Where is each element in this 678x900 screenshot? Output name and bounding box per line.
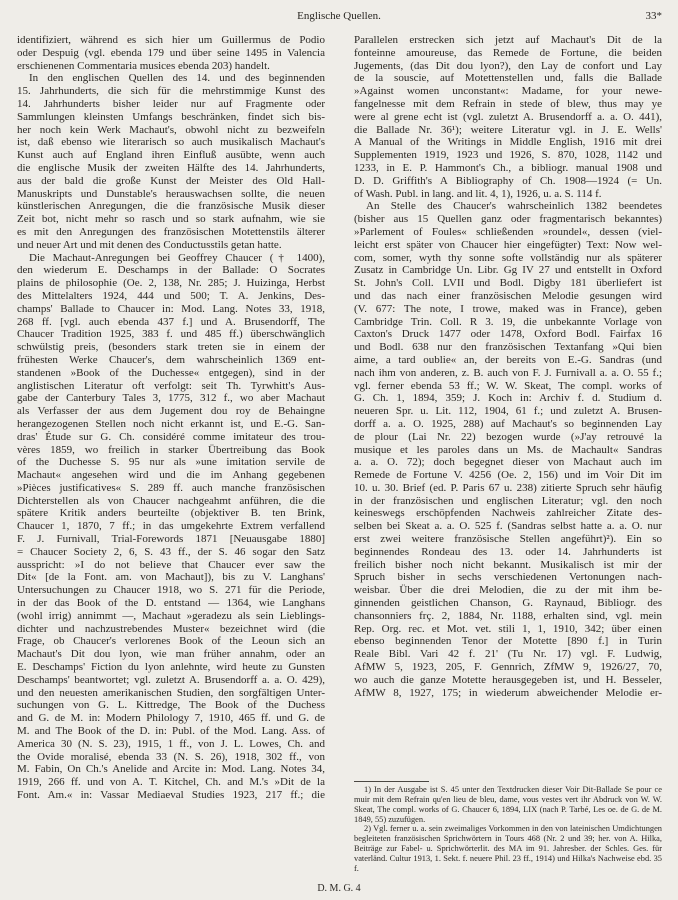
text-line: 14. Jahrhunderts bisher leider nur auf Fragmente oder: [17, 97, 325, 110]
text-line: »Pièces justificatives« S. 289 ff. auch manche französischen: [17, 481, 325, 494]
footnote-1: [354, 785, 662, 825]
text-line: 1919, 266 ff. und von A. T. Kitchel, Ch. and M.'s »Dit de la: [17, 776, 325, 789]
text-line: (V. 677: The note, I trowe, maked was in France), geben: [354, 302, 662, 315]
text-line: dras' Étude sur G. Ch. considéré comme imitateur des trou-: [17, 430, 325, 443]
text-line: wo auch die ganze Motette herausgegeben ist, und H. Besseler,: [354, 673, 662, 686]
text-line: Jugements, (das Dit dou lyon?), den Lay de confort und Lay: [354, 59, 662, 72]
text-line: fonteinne amoureuse, das Remede de Fortune, die beiden: [354, 46, 662, 59]
text-line: »Against women unconstant«: Madame, for your newe-: [354, 85, 662, 98]
text-line: künstlerischen Anregungen, die die französische Musik dieser: [17, 200, 325, 213]
text-line: beginnendes Rondeau des 13. oder 14. Jahrhunderts ist: [354, 545, 662, 558]
text-line: her noch kein Werk Machaut's, obwohl nicht zu bezweifeln: [17, 123, 325, 136]
left-column: [17, 34, 325, 802]
text-line: den wiederum E. Deschamps in der Ballade: O Socrates: [17, 264, 325, 277]
text-line: oder Despuig (vgl. ebenda 179 und über seine 1495 in Valencia: [17, 46, 325, 59]
text-line: erst zwei weitere französische Stellen angeführt)²). Ein so: [354, 533, 662, 546]
text-line: in der das Book of the D. entstand — 1364, wie Langhans: [17, 597, 325, 610]
text-line: fangelnesse mit dem Refrain in stede of blew, thus may ye: [354, 97, 662, 110]
text-line: plains de philosophie (Oe. 2, 138, Nr. 285; J. Huizinga, Herbst: [17, 277, 325, 290]
text-line: keineswegs erschöpfenden Nachweis zahlreicher Zitate des-: [354, 507, 662, 520]
text-line: anglistischen Literatur oft verfolgt: seit Th. Tyrwhitt's Aus-: [17, 379, 325, 392]
text-line: Reale Bibl. Vari 42 f. 21' (Tu Nr. 17) vgl. F. Ludwig,: [354, 648, 662, 661]
text-line: Dit« [de la Font. am. von Machaut]), bis zu V. Langhans': [17, 571, 325, 584]
page-number: 33*: [645, 10, 662, 22]
text-line: 268 ff. [vgl. auch ebenda 437 f.] und A. Brusendorff, The: [17, 315, 325, 328]
sheet-signature: D. M. G. 4: [317, 883, 361, 894]
text-line: (bisher aus 15 Quellen ganz oder fragmentarisch bekanntes): [354, 213, 662, 226]
text-line: frühesten Werke Chaucer's, dem wahrscheinlich 1369 ent-: [17, 353, 325, 366]
text-line: An Stelle des Chaucer's wahrscheinlich 1382 beendetes: [366, 200, 662, 213]
text-line: selben bei Skeat a. a. O. 525 f. (Sandras selbst hatte a. a. O. nur: [354, 520, 662, 533]
text-line: Cambridge Trin. Coll. R 3. 19, die unbekannte Vorlage von: [354, 315, 662, 328]
text-line: Dichterstellen als von Chaucer nachgeahmt anführen, die die: [17, 494, 325, 507]
text-line: A Manual of the Writings in Middle English, 1916 mit drei: [354, 136, 662, 149]
text-line: ebenso beginnenden Tenor der Motette [890 f.] in Turin: [354, 635, 662, 648]
text-line: herangezogenen Stellen noch nicht erkannt ist, und E.-G. San-: [17, 417, 325, 430]
text-line: vères 1859, wo freilich in starker Übertreibung das Book: [17, 443, 325, 456]
text-line: were al grene echt ist (vgl. zuletzt A. Brusendorff a. a. O. 441),: [354, 110, 662, 123]
text-line: G. Ch. 1, 1894, 359; J. Koch in: Archiv f. d. Studium d.: [354, 392, 662, 405]
footnote-2: [354, 824, 662, 874]
text-line: ginnenden geistlichen Chanson, G. Raynaud, Bibliogr. des: [354, 597, 662, 610]
text-line: suchungen von G. L. Kittredge, The Book of the Duchess: [17, 699, 325, 712]
text-line: schwülstig preis, (besonders stark treten sie in einem der: [17, 341, 325, 354]
text-line: die englische Musik der zweiten Hälfte des 14. Jahrhunderts,: [17, 161, 325, 174]
text-line: des Mittelalters 1924, 444 und 500; T. A. Jenkins, Des-: [17, 289, 325, 302]
text-line: F. J. Furnivall, Trial-Forewords 1871 [Neuausgabe 1880]: [17, 533, 325, 546]
text-line: Parallelen erstrecken sich jetzt auf Machaut's Dit de la: [354, 34, 662, 46]
text-line: In den englischen Quellen des 14. und des beginnenden: [29, 72, 325, 85]
text-line: aus der bald die große Kunst der Meister des Old Hall-: [17, 174, 325, 187]
footnote-2-text: 2) Vgl. ferner u. a. sein zweimaliges Vorkommen in den von lateinischen Umdichtungen begleiteten französischen Sprichwörtern in Tours 468 (Nr. 2 und 39; her. von A. Hilka, Beiträge zur Fabel- u. Sprichwörterlit. des MA im 91. Jahresber. der Schles. Ges. für vaterländ. Cultur 1913, 1. Sekt. f. neuere Phil. 23 ff., 1914) und Hilka's Nachweise ebd. 35 f.: [354, 824, 662, 873]
text-line: standenen »Book of the Duchesse« entgegen), sind in der: [17, 366, 325, 379]
text-line: 1233, in E. P. Hammont's Ch., a bibliogr. manual 1908 und: [354, 161, 662, 174]
text-line: Manuskripts und Dunstable's herauswachsen sollte, die neuen: [17, 187, 325, 200]
text-line: Chaucer Tradition 1925, 383 f. und 485 ff.) überschwänglich: [17, 328, 325, 341]
text-line: Machaut« angesehen wird und die im Anhang gegebenen: [17, 469, 325, 482]
text-line: erschienenen Commentaria musices ebenda 203) handelt.: [17, 59, 270, 72]
text-line: a. a. O. 72); doch begegnet dieser von Machaut auch im: [354, 456, 662, 469]
text-line: E. Deschamps' Fiction du lyon anlehnte, wird heute zu Gunsten: [17, 661, 325, 674]
text-line: Remede de Fortune V. 4256 (Oe. 2, 156) und im Voir Dit im: [354, 469, 662, 482]
text-line: of the Duchesse S. 95 nur als »une imitation servile de: [17, 456, 325, 469]
text-line: Font. Am.« in: Vassar Mediaeval Studies 1923, 217 ff.; die: [17, 789, 325, 802]
text-line: M. and The Book of the D. in: Publ. of the Mod. Lang. Ass. of: [17, 725, 325, 738]
text-line: St. John's Coll. LVII und Bodl. Digby 181 überliefert ist: [354, 277, 662, 290]
text-line: aime, a tard oublie« an, der bereits von E.-G. Sandras (und: [354, 353, 662, 366]
text-line: AfMW 8, 1927, 175; in wiederum abweichender Melodie er-: [354, 686, 662, 699]
text-line: neueren Spr. u. Lit. 112, 1904, 61 f.; und zuletzt A. Brusen-: [354, 405, 662, 418]
text-line: Frage, ob Chaucer's verlorenes Book of the Leoun sich an: [17, 635, 325, 648]
text-line: of Wash. Publ. in lang. and lit. 4, 1), 1926, u. a. S. 114 f.: [354, 187, 602, 200]
text-line: Supplementen 1919, 1923 und 1926, S. 870, 1028, 1142 und: [354, 149, 662, 162]
text-line: Die Machaut-Anregungen bei Geoffrey Chaucer († 1400),: [29, 251, 325, 264]
text-line: Untersuchungen zu Chaucer 1918, wo S. 271 für die Periode,: [17, 584, 325, 597]
text-line: = Chaucer Society 2, 6, S. 43 ff., der S. 46 sogar den Satz: [17, 545, 325, 558]
text-line: Kunst auch auf England ihren Einfluß ausübte, wenn auch: [17, 149, 325, 162]
text-line: ist, daß ebenso wie literarisch so auch musikalisch Machaut's: [17, 136, 325, 149]
text-line: und das nach einer französischen Melodie gesungen wird: [354, 289, 662, 302]
text-line: D. D. Griffith's A Bibliography of Ch. 1908—1924 (= Un.: [354, 174, 662, 187]
text-line: weisbar. Über die drei Melodien, die zu der mit ihm be-: [354, 584, 662, 597]
footnote-1-text: 1) In der Ausgabe ist S. 45 unter den Textdrucken dieser Voir Dit-Ballade Se pour ce muir mit dem Refrain qu'en lieu de bleu, dame, vous vestes vert ihr Abdruck von W. W. Skeat, The compl. works of G. Chaucer 6, 1894, LIX (nach P. Tarbé, Les oe. de G. de M. 1849, 55) zuzufügen.: [354, 785, 662, 824]
text-line: Chaucer 1, 1870, 7 ff.; in das umgekehrte Extrem verfallend: [17, 520, 325, 533]
text-line: in der französischen und englischen Literatur; vgl. den noch: [354, 494, 662, 507]
text-line: AfMW 5, 1923, 205, F. Gennrich, ZfMW 9, 1926/27, 70,: [354, 661, 662, 674]
text-line: Sammlungen kleinsten Umfangs beschränken, findet sich bis-: [17, 110, 325, 123]
text-line: 15. Jahrhunderts, die sich für die mehrstimmige Kunst des: [17, 85, 325, 98]
text-line: nach ihm von anderen, z. B. auch von F. J. Furnivall a. a. O. 55 f.;: [354, 366, 662, 379]
text-line: gabe der Canterbury Tales 3, 1775, 312 f., wo aber Machaut: [17, 392, 325, 405]
text-line: Rep. Org. rec. et Mot. vet. stili 1, 1, 1910, 342; über einen: [354, 622, 662, 635]
text-line: com, somer, wyth thy sonne softe vollständig nur als späterer: [354, 251, 662, 264]
text-line: musique et les paroles dans un Ms. de Machault« Sandras: [354, 443, 662, 456]
text-line: (wohl irrig) annimmt —, Machaut »geradezu als sein Lieblings-: [17, 609, 325, 622]
text-line: und Bodl. 638 nur den französischen Textanfang »Qui bien: [354, 341, 662, 354]
text-line: de plour (Lai Nr. 22) bezogen wurde (»J'ay retrouvé la: [354, 430, 662, 443]
running-title: Englische Quellen.: [297, 10, 381, 22]
text-line: als Verfasser der aus dem Jugement dou roy de Behaingne: [17, 405, 325, 418]
text-line: Zusatz in Cambridge Un. Libr. Gg IV 27 und entstellt in Oxford: [354, 264, 662, 277]
text-line: Caxton's Druck 1477 oder 1478, Oxford Bodl. Fairfax 16: [354, 328, 662, 341]
text-line: identifiziert, während es sich hier um Guillermus de Podio: [17, 34, 325, 46]
text-line: die Ballade Nr. 36¹); weitere Literatur vgl. in J. E. Wells': [354, 123, 662, 136]
text-line: es mit den Anregungen des französischen Motettenstils älterer: [17, 225, 325, 238]
text-line: champs' Ballade to Chaucer in: Mod. Lang. Notes 33, 1918,: [17, 302, 325, 315]
text-line: und neuer Art und mit denen des Conductusstils getan hatte.: [17, 238, 282, 251]
text-line: freilich bisher noch nicht bekannt. Musikalisch ist mir der: [354, 558, 662, 571]
right-column: [354, 34, 662, 699]
running-header: [0, 10, 678, 26]
text-line: Zeit bot, nicht mehr so rasch und so stark aufnahm, wie sie: [17, 213, 325, 226]
text-line: »Parlement of Foules« schließenden »roundel«, dessen (viel-: [354, 225, 662, 238]
text-line: M. Fabin, On Ch.'s Anelide and Arcite in: Mod. Lang. Notes 34,: [17, 763, 325, 776]
text-line: leicht erst später von Chaucer hier eingefügter) Text: Now wel-: [354, 238, 662, 251]
text-line: dichter und nachzustrebendes Muster« bezeichnet wird (die: [17, 622, 325, 635]
text-line: de la souscie, auf Motettenstellen und, falls die Ballade: [354, 72, 662, 85]
text-line: vgl. ferner ebenda 53 ff.; W. W. Skeat, The compl. works of: [354, 379, 662, 392]
text-line: Machaut's Dit dou lyon, wie man früher annahm, oder an: [17, 648, 325, 661]
text-line: and G. de M. in: Modern Philology 7, 1910, 465 ff. und G. de: [17, 712, 325, 725]
text-line: 10. u. 30. Brief (ed. P. Paris 67 u. 238) zitierte Spruch sehr häufig: [354, 481, 662, 494]
text-line: Spruch bisher in sechs verschiedenen Vertonungen nach-: [354, 571, 662, 584]
text-line: chansonniers frç. 2, 1884, Nr. 1188, erhalten sind, vgl. mein: [354, 609, 662, 622]
footnote-rule: [354, 781, 429, 782]
text-line: America 30 (N. S. 23), 1915, 1 ff., von J. L. Lowes, Ch. and: [17, 737, 325, 750]
text-line: the Ovide moralisé, ebenda 33 (N. S. 26), 1918, 302 ff., von: [17, 750, 325, 763]
text-line: ausspricht: »I do not believe that Chaucer ever saw the: [17, 558, 325, 571]
text-line: und den neuesten amerikanischen Studien, den sorgfältigen Unter-: [17, 686, 325, 699]
text-line: Deschamps' beantwortet; vgl. zuletzt A. Brusendorff a. a. O. 429),: [17, 673, 325, 686]
text-line: dorff a. a. O. 1925, 288) auf Machaut's so beginnenden Lay: [354, 417, 662, 430]
text-line: spätere Kritik anders beurteilte (objektiver B. ten Brink,: [17, 507, 325, 520]
